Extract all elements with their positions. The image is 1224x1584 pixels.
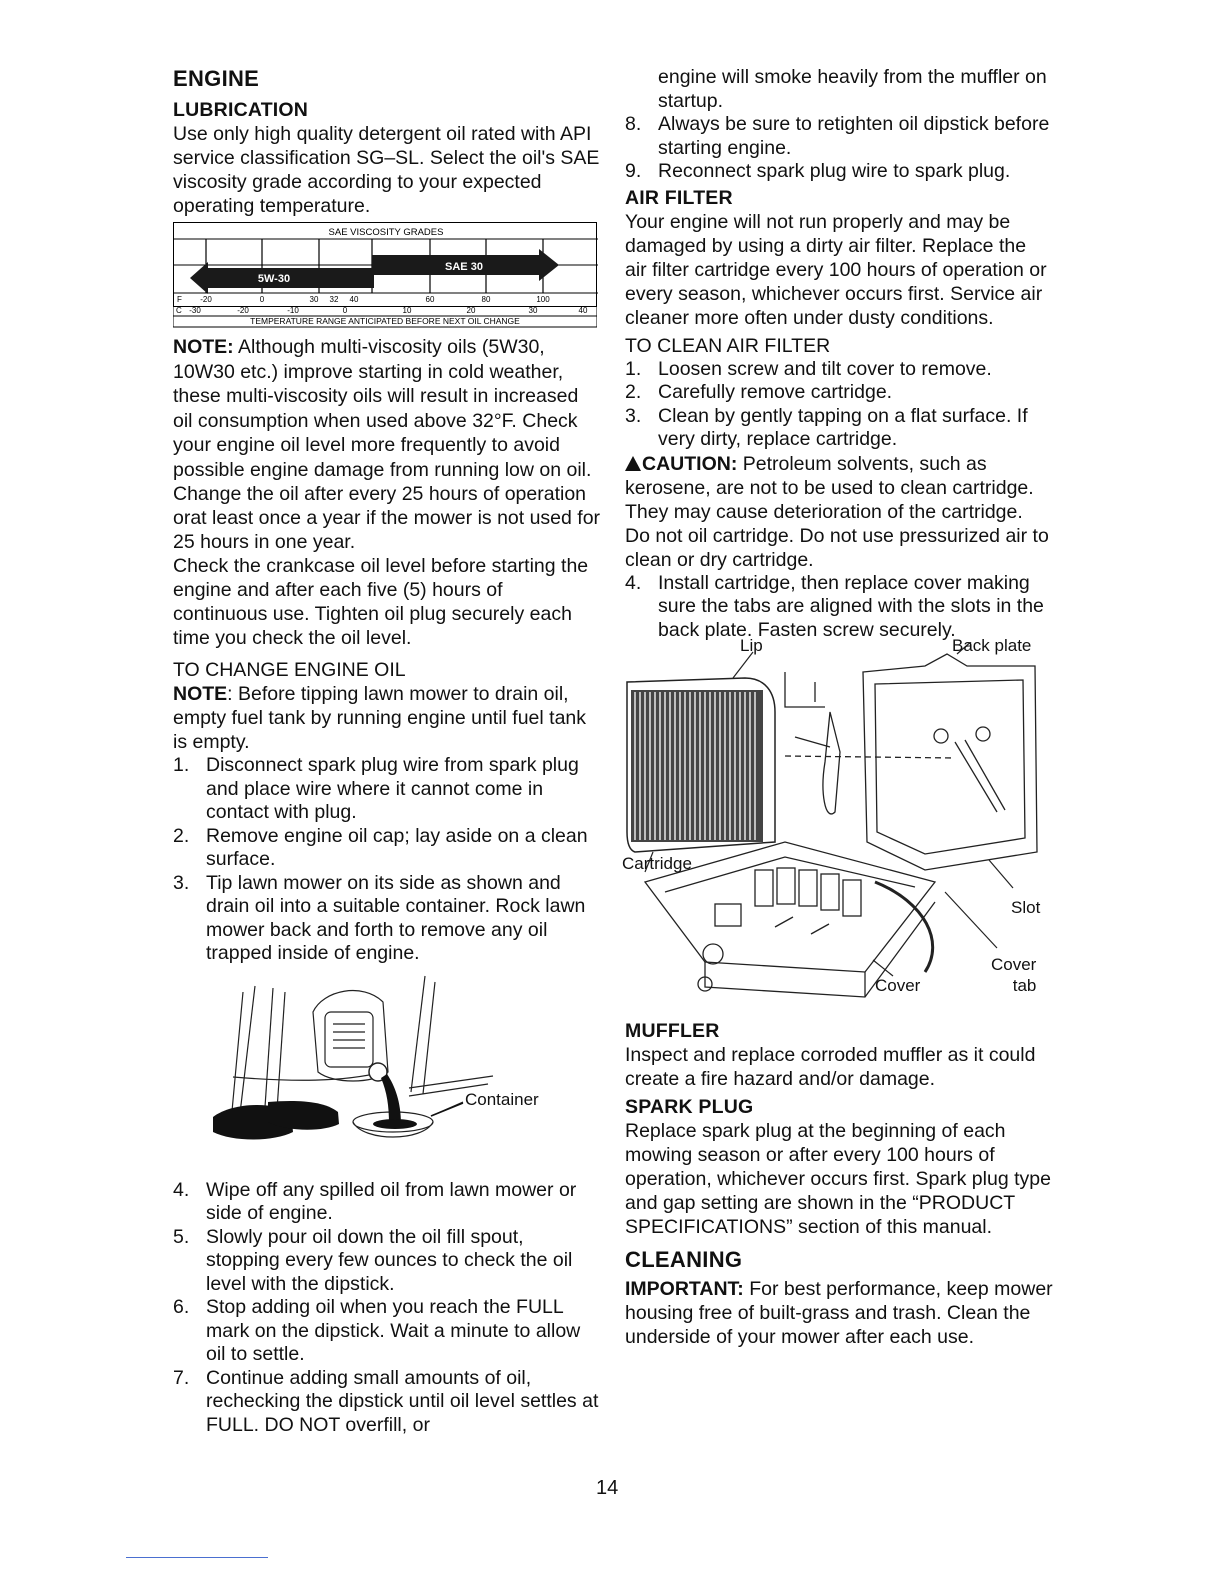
item-number: 3. xyxy=(173,871,190,894)
5w30-label: 5W-30 xyxy=(257,273,291,285)
caution-paragraph xyxy=(625,452,1053,572)
sae-viscosity-chart xyxy=(173,222,597,307)
back-plate-label: Back plate xyxy=(952,636,1032,655)
c-tick: -10 xyxy=(287,306,299,315)
chart-celsius-footer xyxy=(173,305,597,335)
cleaning-heading: CLEANING xyxy=(625,1247,743,1272)
item-text: Clean by gently tapping on a flat surface. If very dirty, replace cartridge. xyxy=(658,404,1028,450)
item-text: Carefully remove cartridge. xyxy=(658,381,893,403)
f-ticks xyxy=(200,295,550,304)
cover-tab-label xyxy=(991,954,1036,996)
muffler-heading: MUFFLER xyxy=(625,1020,720,1042)
item-text: Remove engine oil cap; lay aside on a clean surface. xyxy=(206,824,588,870)
item-text: Always be sure to retighten oil dipstick before starting engine. xyxy=(658,113,1050,159)
muffler-paragraph: Inspect and replace corroded muffler as it could create a fire hazard and/or damage. xyxy=(625,1044,1036,1090)
lubrication-paragraph: Use only high quality detergent oil rated with API service classification SG–SL. Select the oil's SAE viscosity grade according to your expected operating temperature. xyxy=(173,123,600,217)
caution-text: Petroleum solvents, such as kerosene, are not to be used to clean cartridge. They may cause deterioration of the cartridge. Do not oil cartridge. Do not use pressurized air to clean or dry cartridge. xyxy=(625,452,1049,571)
item-text: Slowly pour oil down the oil fill spout, stopping every few ounces to check the oil level with the dipstick. xyxy=(206,1225,573,1295)
item-number: 1. xyxy=(625,357,642,380)
item-text: Tip lawn mower on its side as shown and drain oil into a suitable container. Rock lawn mower back and forth to remove any oil trapped inside of engine. xyxy=(206,871,586,964)
f-axis-label: F xyxy=(177,295,182,304)
note2-label: NOTE xyxy=(173,683,228,705)
right-column xyxy=(622,66,1053,1349)
continued-text xyxy=(625,66,1053,113)
lubrication-heading: LUBRICATION xyxy=(173,99,309,121)
cartridge-icon xyxy=(627,678,775,852)
c-tick: -30 xyxy=(189,306,201,315)
steps-list-d xyxy=(625,358,1053,452)
list-item xyxy=(625,572,1053,643)
steps-list-a xyxy=(173,754,601,966)
note-text: Although multi-viscosity oils (5W30, 10W30 etc.) improve starting in cold weather, these multi-viscosity oils will result in increased oil consumption when used above 32°F. Check your engine oil level more frequently to avoid possible engine damage from running low on oil. xyxy=(173,336,592,481)
important-text: For best performance, keep mower housing free of built-grass and trash. Clean the underside of your mower after each use. xyxy=(625,1278,1053,1348)
caution-label: CAUTION: xyxy=(642,452,738,475)
item-text: Continue adding small amounts of oil, rechecking the dipstick until oil level settles at FULL. DO NOT overfill, or xyxy=(206,1366,599,1436)
c-tick: 40 xyxy=(578,306,588,315)
item-number: 2. xyxy=(625,381,642,403)
chart-title: SAE VISCOSITY GRADES xyxy=(328,227,444,238)
list-item xyxy=(625,113,1053,160)
note-paragraph xyxy=(173,335,601,482)
clean-air-filter-heading: TO CLEAN AIR FILTER xyxy=(625,334,831,357)
list-item xyxy=(173,872,601,966)
list-item xyxy=(173,1296,601,1367)
item-number: 2. xyxy=(173,824,190,847)
item-text: Loosen screw and tilt cover to remove. xyxy=(658,357,992,380)
cover-tab-line1: Cover xyxy=(991,955,1037,974)
f-tick: 60 xyxy=(425,295,435,304)
check-oil-paragraph: Check the crankcase oil level before starting the engine and after each five (5) hours of continuous use. Tighten oil plug securely each time you check the oil level. xyxy=(173,555,589,649)
item-number: 5. xyxy=(173,1225,190,1248)
list-item xyxy=(173,1367,601,1438)
f-tick: 100 xyxy=(536,295,550,304)
item-number: 4. xyxy=(625,571,642,594)
f-tick: 80 xyxy=(481,295,491,304)
f-tick: -20 xyxy=(200,295,212,304)
item-text: Wipe off any spilled oil from lawn mower or side of engine. xyxy=(206,1178,577,1224)
list-item xyxy=(173,754,601,825)
footer-rule xyxy=(126,1557,268,1558)
c-tick: 20 xyxy=(466,306,476,315)
item-text: Disconnect spark plug wire from spark plug and place wire where it cannot come in contact with plug. xyxy=(206,754,579,823)
item-text: engine will smoke heavily from the muffler on startup. xyxy=(658,66,1047,112)
f-tick: 40 xyxy=(349,295,359,304)
sae30-label: SAE 30 xyxy=(445,261,483,273)
steps-list-b xyxy=(173,1179,601,1438)
oil-drain-illustration xyxy=(173,972,601,1177)
container-label: Container xyxy=(465,1089,539,1109)
steps-list-c xyxy=(625,113,1053,184)
c-tick: 10 xyxy=(402,306,412,315)
list-item xyxy=(625,358,1053,382)
f-tick: 0 xyxy=(259,295,265,304)
list-item xyxy=(173,1226,601,1297)
cartridge-label: Cartridge xyxy=(622,854,692,873)
item-number: 6. xyxy=(173,1296,190,1318)
slot-label: Slot xyxy=(1011,898,1041,917)
c-tick: -20 xyxy=(237,306,249,315)
important-paragraph xyxy=(625,1277,1053,1349)
cover-label: Cover xyxy=(875,976,921,995)
item-number: 3. xyxy=(625,404,642,427)
c-tick: 30 xyxy=(528,306,538,315)
engine-heading: ENGINE xyxy=(173,66,260,91)
lip-label: Lip xyxy=(740,636,763,655)
c-tick: 0 xyxy=(342,306,348,315)
item-number: 8. xyxy=(625,113,642,135)
air-filter-illustration xyxy=(622,636,1053,1027)
f-tick: 32 xyxy=(329,295,339,304)
change-oil-heading: TO CHANGE ENGINE OIL xyxy=(173,659,406,681)
air-filter-heading: AIR FILTER xyxy=(625,186,733,209)
item-text: Reconnect spark plug wire to spark plug. xyxy=(658,160,1011,182)
chart-footer: TEMPERATURE RANGE ANTICIPATED BEFORE NEXT OIL CHANGE xyxy=(250,316,520,326)
air-filter-paragraph: Your engine will not run properly and may be damaged by using a dirty air filter. Replace the air filter cartridge every 100 hours of operation or every season, whichever occurs first. Service air cleaner more often under dusty conditions. xyxy=(625,210,1047,329)
list-item xyxy=(625,381,1053,405)
note2-paragraph xyxy=(173,682,601,754)
steps-list-e xyxy=(625,572,1053,643)
note2-text: : Before tipping lawn mower to drain oil, empty fuel tank by running engine until fuel tank is empty. xyxy=(173,683,587,753)
item-number: 4. xyxy=(173,1178,190,1201)
page-number: 14 xyxy=(596,1477,619,1499)
item-text: Install cartridge, then replace cover making sure the tabs are aligned with the slots in the back plate. Fasten screw securely. xyxy=(658,571,1044,641)
important-label: IMPORTANT: xyxy=(625,1278,744,1300)
change-oil-paragraph: Change the oil after every 25 hours of operation orat least once a year if the mower is not used for 25 hours in one year. xyxy=(173,483,601,553)
c-axis-label: C xyxy=(176,306,182,315)
cover-tab-line2: tab xyxy=(1012,976,1037,995)
list-item xyxy=(625,160,1053,184)
spark-plug-heading: SPARK PLUG xyxy=(625,1096,754,1118)
list-item xyxy=(173,825,601,872)
item-number: 7. xyxy=(173,1366,190,1389)
note-label: NOTE: xyxy=(173,336,234,358)
f-tick: 30 xyxy=(309,295,319,304)
spark-plug-paragraph: Replace spark plug at the beginning of each mowing season or after every 100 hours of operation, whichever occurs first. Spark plug type and gap setting are shown in the “PRODUCT SPECIFICATIONS” section of this manual. xyxy=(625,1120,1051,1238)
list-item xyxy=(173,1179,601,1226)
item-number: 1. xyxy=(173,754,190,776)
warning-triangle-icon xyxy=(625,456,641,471)
left-column xyxy=(173,66,601,1437)
list-item xyxy=(625,405,1053,452)
item-text: Stop adding oil when you reach the FULL mark on the dipstick. Wait a minute to allow oil to settle. xyxy=(206,1296,581,1365)
item-number: 9. xyxy=(625,160,642,182)
